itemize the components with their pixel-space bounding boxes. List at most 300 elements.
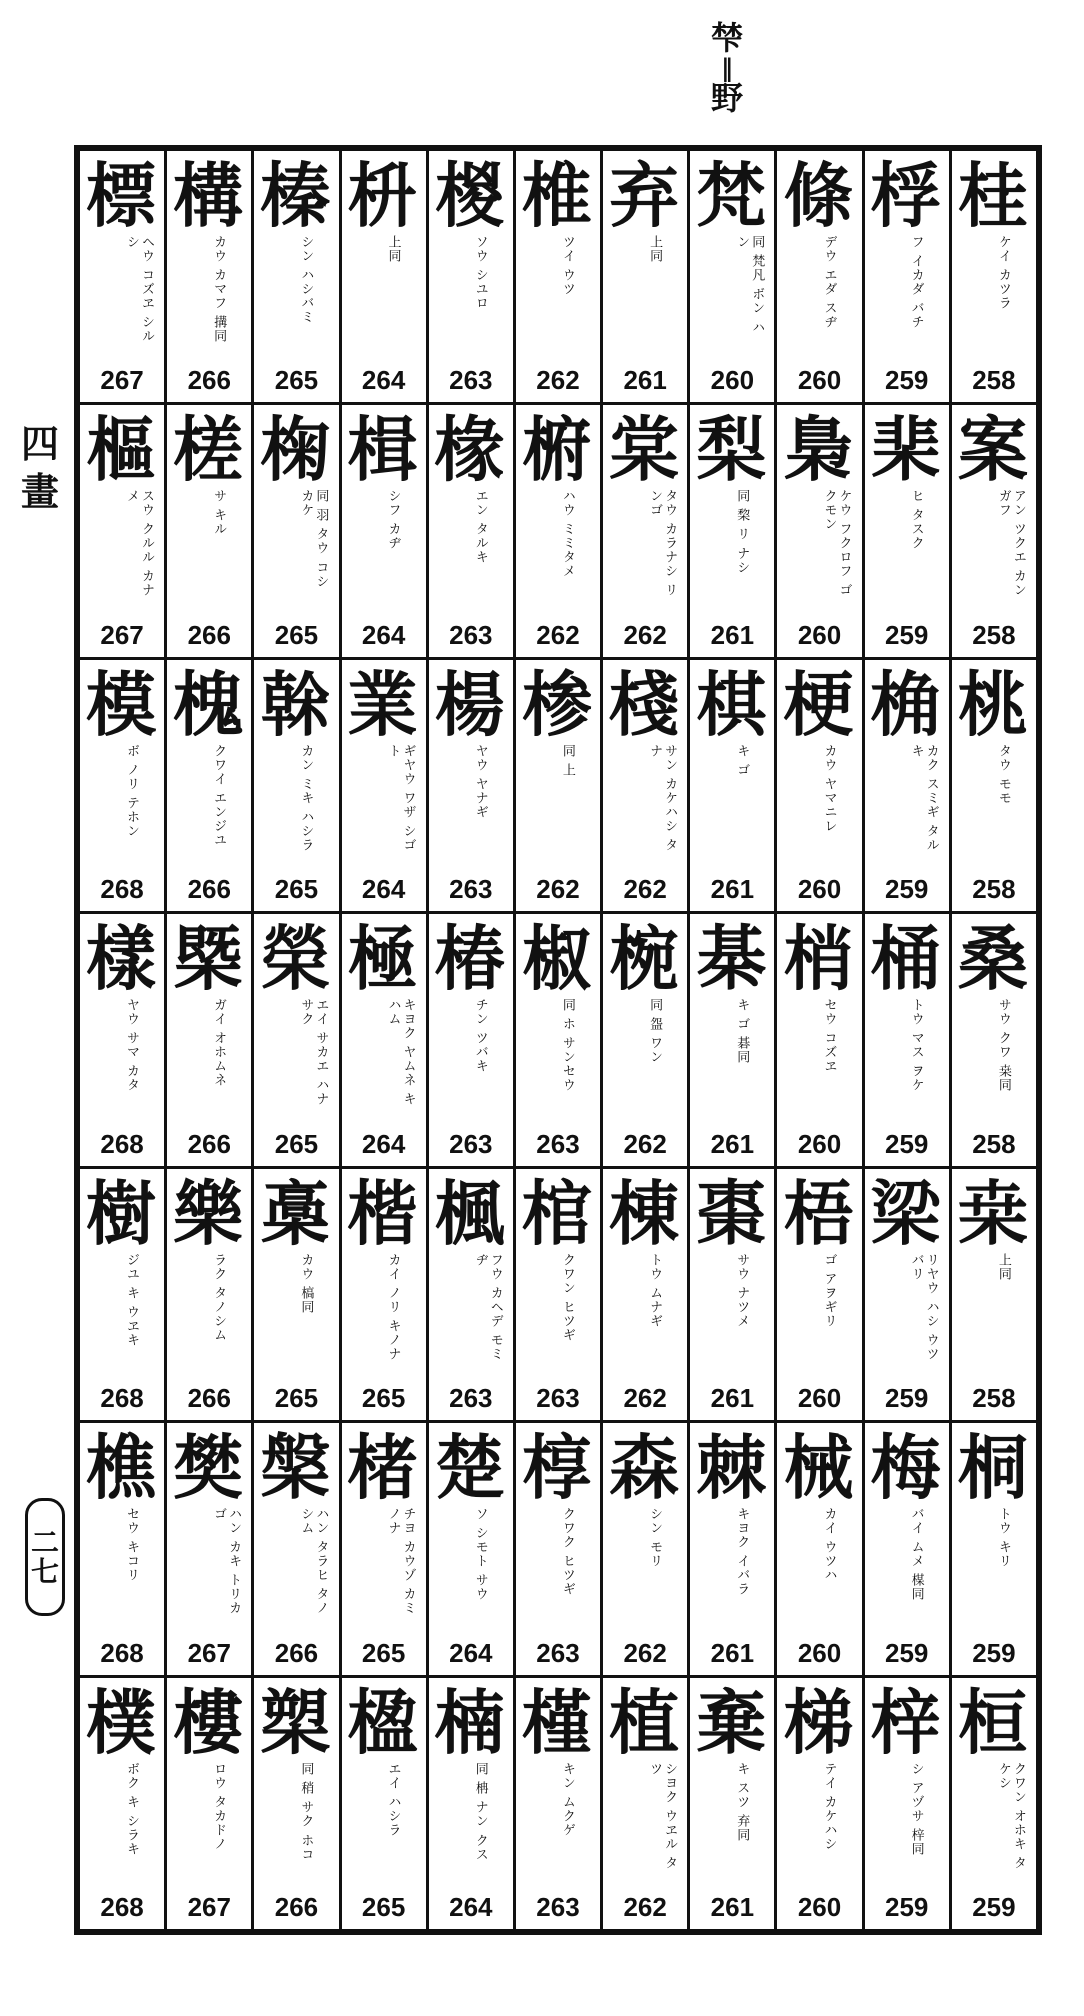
kanji-reading: エン タルキ [472,489,488,565]
kanji-entry [254,151,338,402]
kanji-character: 楠 [434,1681,505,1764]
kanji-reading: カク スミギ タルキ [908,743,939,853]
reference-number: 260 [797,1128,842,1159]
kanji-reading: 同 柟 ナン クス [472,1761,488,1861]
kanji-entry [429,660,513,911]
reference-number: 264 [361,365,406,396]
kanji-character: 樞 [86,409,156,492]
header-bottom-char: 野 [710,79,743,117]
kanji-entry [952,405,1036,656]
kanji-character: 楮 [347,1427,418,1510]
reference-number: 262 [623,1637,667,1668]
kanji-entry [952,914,1036,1165]
reference-number: 259 [885,1128,929,1159]
kanji-reading: サン カケハシ タナ [647,743,678,853]
reference-number: 266 [187,874,231,905]
kanji-entry [603,1678,687,1929]
kanji-entry [167,405,251,656]
kanji-entry [865,1423,949,1674]
kanji-character: 梗 [783,663,854,746]
kanji-character: 案 [957,409,1028,492]
reference-number: 262 [536,874,580,905]
kanji-reading: ジユ キ ウヱキ [124,1252,139,1347]
kanji-reading: バイ ムメ 楳同 [908,1507,924,1602]
kanji-character: 楓 [434,1172,505,1255]
kanji-entry [254,660,338,911]
kanji-entry [690,914,774,1165]
kanji-character: 棐 [870,409,941,492]
kanji-entry [429,151,513,402]
kanji-character: 樣 [86,918,156,1001]
kanji-entry [167,1678,251,1929]
kanji-character: 樂 [173,1172,244,1255]
kanji-entry [690,1169,774,1420]
page-number-char: 七 [30,1555,59,1588]
reference-number: 259 [885,1383,929,1414]
reference-number: 264 [449,1637,493,1668]
kanji-reading: トウ キリ [995,1507,1011,1569]
kanji-character: 棗 [696,1172,767,1255]
kanji-entry [777,1169,861,1420]
kanji-entry [777,660,861,911]
kanji-character: 椮 [521,663,592,746]
kanji-entry [952,1169,1036,1420]
kanji-reading: 上同 [385,235,401,263]
kanji-character: 桓 [957,1681,1028,1764]
stroke-count-label [18,420,62,515]
kanji-reading: クワン オホキ タケシ [995,1761,1026,1870]
reference-number: 266 [187,619,231,650]
kanji-reading: 同 羽 タウ コシカケ [298,489,329,589]
stroke-label-char: 四 [20,421,59,466]
reference-number: 259 [885,1637,929,1668]
kanji-reading: 同 棃 リ ナシ [734,489,750,575]
kanji-character: 椿 [434,918,505,1001]
reference-number: 260 [797,1892,842,1922]
kanji-character: 楚 [434,1427,505,1510]
kanji-character: 槀 [260,1172,331,1255]
kanji-reading: ロウ タカドノ [211,1761,227,1851]
reference-number: 258 [972,874,1016,905]
kanji-character: 標 [86,155,156,237]
kanji-character: 棠 [609,409,680,492]
kanji-reading: デウ エダ スヂ [821,235,837,330]
kanji-reading: シン モリ [647,1507,663,1569]
kanji-entry [865,1678,949,1929]
kanji-character: 梢 [783,918,854,1001]
kanji-entry [865,151,949,402]
kanji-character: 棋 [696,663,767,746]
kanji-reading: 同 稍 サク ホコ [298,1761,314,1861]
kanji-reading: エイ サカエ ハナサク [298,998,329,1107]
reference-number: 262 [536,365,580,396]
kanji-entry [690,405,774,656]
kanji-character: 桒 [957,1172,1028,1255]
kanji-reading: ケイ カツラ [995,235,1011,311]
kanji-character: 構 [173,155,244,237]
kanji-character: 植 [609,1681,680,1764]
kanji-reading: エイ ハシラ [385,1761,401,1837]
reference-number: 268 [100,1637,144,1668]
reference-number: 267 [187,1892,231,1922]
reference-number: 265 [274,1383,319,1414]
kanji-character: 椶 [434,155,505,237]
kanji-entry [254,1423,338,1674]
kanji-entry [342,1678,426,1929]
reference-number: 267 [187,1637,231,1668]
page-number-char: 二 [30,1525,59,1559]
kanji-reading: キヨク ヤムネ キハム [385,998,416,1107]
kanji-character: 榦 [260,663,331,746]
reference-number: 259 [885,365,929,396]
reference-number: 259 [972,1637,1016,1668]
kanji-entry [429,914,513,1165]
reference-number: 262 [536,619,580,650]
kanji-reading: 同 梵凡 ボン ハン [734,235,765,335]
reference-number: 265 [274,1128,319,1159]
kanji-reading: ハウ ミミタメ [559,489,575,579]
reference-number: 268 [100,874,144,905]
reference-number: 259 [885,1892,929,1922]
kanji-reading: チヨ カウゾ カミノナ [385,1507,416,1616]
kanji-character: 梧 [783,1172,854,1255]
kanji-entry [342,914,426,1165]
kanji-entry [342,405,426,656]
kanji-reading: カウ ヤマニレ [821,743,837,833]
kanji-character: 樊 [173,1427,244,1510]
kanji-entry [429,1678,513,1929]
header-top-char: 梺 [710,19,743,57]
kanji-reading: カン ミキ ハシラ [298,743,314,853]
reference-number: 262 [623,1383,667,1414]
kanji-reading: ソ シモト サウ [472,1507,488,1602]
kanji-reading: ボ ノリ テホン [124,743,139,839]
kanji-character: 楫 [347,409,418,492]
kanji-entry [952,660,1036,911]
kanji-entry [516,660,600,911]
reference-number: 262 [623,874,667,905]
kanji-reading: セウ コズヱ [821,998,837,1074]
kanji-entry [80,660,164,911]
kanji-reading: キ ゴ [734,743,750,777]
kanji-character: 梯 [783,1681,854,1764]
kanji-character: 樓 [173,1681,244,1764]
kanji-entry [603,914,687,1165]
kanji-entry [603,660,687,911]
kanji-reading: チン ツバキ [472,998,488,1074]
kanji-reading: クワン ヒツギ [559,1252,575,1342]
kanji-character: 棟 [609,1172,680,1255]
kanji-entry [80,1678,164,1929]
reference-number: 266 [187,1128,231,1159]
kanji-reading: アン ツクエ カンガフ [995,489,1026,598]
reference-number: 260 [710,365,755,396]
reference-number: 262 [623,1128,667,1159]
reference-number: 261 [710,619,755,650]
kanji-reading: キ ゴ 碁同 [734,998,750,1065]
kanji-entry [429,1423,513,1674]
kanji-character: 梵 [696,155,767,237]
reference-number: 268 [100,1383,144,1414]
kanji-reading: カウ カマフ 搆同 [211,235,227,344]
kanji-entry [603,405,687,656]
kanji-entry [690,660,774,911]
kanji-character: 椨 [521,409,592,492]
kanji-reading: ソウ シユロ [472,235,488,311]
kanji-entry [603,151,687,402]
reference-number: 258 [972,365,1016,396]
kanji-reading: ケウ フクロフ ゴクモン [821,489,852,598]
reference-number: 265 [274,874,319,905]
kanji-character: 械 [783,1427,854,1510]
kanji-character: 梟 [783,409,854,492]
kanji-reading: カイ ウツハ [821,1507,837,1583]
kanji-reading: セウ キコリ [124,1507,139,1583]
kanji-character: 桂 [957,155,1028,237]
kanji-character: 槐 [173,663,244,746]
kanji-character: 槊 [260,1681,331,1764]
kanji-reading: トウ ムナギ [647,1252,663,1328]
kanji-reading: ギヤウ ワザ シゴト [385,743,416,853]
kanji-reading: リヤウ ハシ ウツバリ [908,1252,939,1361]
kanji-entry [254,1678,338,1929]
reference-number: 261 [710,1637,755,1668]
kanji-reading: ヤウ サマ カタ [124,998,139,1093]
kanji-reading: カイ ノリ キノナ [385,1252,401,1361]
kanji-reading: 同 上 [559,743,575,777]
kanji-entry [777,151,861,402]
kanji-character: 桴 [870,155,941,237]
kanji-character: 椀 [609,918,680,1001]
kanji-character: 棺 [521,1172,592,1255]
kanji-reading: サ キル [211,489,227,537]
reference-number: 261 [710,874,755,905]
kanji-entry [603,1423,687,1674]
kanji-entry [516,405,600,656]
reference-number: 260 [797,619,842,650]
reference-number: 258 [972,619,1016,650]
kanji-entry [952,1678,1036,1929]
kanji-character: 極 [347,918,418,1001]
kanji-reading: クワク ヒツギ [559,1507,575,1597]
kanji-entry [516,1678,600,1929]
reference-number: 260 [797,1637,842,1668]
kanji-entry [865,1169,949,1420]
kanji-entry [952,151,1036,402]
reference-number: 267 [100,365,144,396]
kanji-entry [516,151,600,402]
kanji-reading: シ アヅサ 梓同 [908,1761,924,1856]
kanji-character: 樸 [86,1681,156,1764]
kanji-entry [342,151,426,402]
kanji-character: 槿 [521,1681,592,1764]
kanji-entry [254,914,338,1165]
kanji-character: 槃 [260,1427,331,1510]
kanji-reading: シン ハシバミ [298,235,314,325]
kanji-entry [342,1423,426,1674]
reference-number: 268 [100,1128,144,1159]
kanji-reading: ゴ アヲギリ [821,1252,837,1328]
kanji-reading: キ スツ 弃同 [734,1761,750,1842]
reference-number: 267 [100,619,144,650]
kanji-entry [865,660,949,911]
kanji-reading: ツイ ウツ [559,235,575,297]
kanji-character: 桃 [957,663,1028,746]
kanji-entry [342,1169,426,1420]
kanji-reading: クワイ エンジユ [211,743,227,847]
kanji-character: 樵 [86,1427,156,1510]
reference-number: 263 [536,1892,580,1922]
reference-number: 263 [536,1637,580,1668]
kanji-character: 梨 [696,409,767,492]
kanji-character: 模 [86,663,156,746]
kanji-character: 棧 [609,663,680,746]
kanji-character: 桷 [870,663,941,746]
kanji-reading: ボク キ シラキ [124,1761,139,1856]
reference-number: 266 [187,365,231,396]
kanji-entry [516,1423,600,1674]
kanji-reading: シヨク ウヱル タツ [647,1761,678,1870]
kanji-reading: ヒ タスク [908,489,924,551]
kanji-entry [516,1169,600,1420]
kanji-reading: ハン カキ トリカゴ [211,1507,242,1616]
reference-number: 259 [885,619,929,650]
kanji-entry [777,914,861,1165]
reference-number: 265 [361,1637,406,1668]
kanji-character: 枡 [347,155,418,237]
kanji-entry [80,405,164,656]
reference-number: 263 [449,619,493,650]
reference-number: 264 [361,619,406,650]
kanji-character: 椽 [434,409,505,492]
kanji-reading: フ イカダ バチ [908,235,924,330]
kanji-character: 椒 [521,918,592,1001]
reference-number: 259 [885,874,929,905]
kanji-entry [167,1423,251,1674]
kanji-reading: フウ カヘデ モミヂ [472,1252,503,1361]
kanji-entry [254,405,338,656]
kanji-character: 條 [783,155,854,237]
kanji-entry [167,151,251,402]
reference-number: 265 [274,365,319,396]
reference-number: 265 [361,1892,406,1922]
kanji-reading: タウ モモ [995,743,1011,805]
page-number [25,1498,65,1616]
reference-number: 268 [100,1892,144,1922]
kanji-character: 椁 [521,1427,592,1510]
kanji-reading: ハン タラヒ タノシム [298,1507,329,1616]
reference-number: 264 [361,1128,406,1159]
kanji-entry [80,1169,164,1420]
reference-number: 261 [623,365,667,396]
kanji-reading: トウ マス ヲケ [908,998,924,1093]
kanji-character: 棊 [696,918,767,1001]
reference-number: 266 [187,1383,231,1414]
reference-number: 260 [797,365,842,396]
reference-number: 264 [361,874,406,905]
kanji-entry [690,1678,774,1929]
kanji-entry [777,405,861,656]
kanji-reading: カウ 槁同 [298,1252,314,1314]
reference-number: 263 [449,1128,493,1159]
kanji-character: 桑 [957,918,1028,1001]
kanji-character: 梅 [870,1427,941,1510]
kanji-reading: サウ クワ 桒同 [995,998,1011,1093]
reference-number: 263 [536,1128,580,1159]
reference-number: 262 [623,619,667,650]
reference-number: 262 [623,1892,667,1922]
reference-number: 260 [797,1383,842,1414]
kanji-character: 棘 [696,1427,767,1510]
kanji-character: 樹 [86,1172,156,1255]
kanji-reading: スウ クルル カナメ [124,489,154,598]
kanji-entry [516,914,600,1165]
kanji-character: 槩 [173,918,244,1001]
kanji-character: 榛 [260,155,331,237]
kanji-reading: ヘウ コズヱ シルシ [124,235,154,344]
kanji-entry [690,1423,774,1674]
kanji-character: 楷 [347,1172,418,1255]
kanji-character: 椈 [260,409,331,492]
kanji-entry [952,1423,1036,1674]
reference-number: 263 [536,1383,580,1414]
kanji-entry [167,1169,251,1420]
kanji-character: 桐 [957,1427,1028,1510]
kanji-character: 槎 [173,409,244,492]
kanji-character: 棄 [696,1681,767,1764]
kanji-entry [865,405,949,656]
kanji-character: 楹 [347,1681,418,1764]
kanji-table [74,145,1042,1935]
reference-number: 261 [710,1892,755,1922]
kanji-character: 椎 [521,155,592,237]
kanji-entry [80,151,164,402]
kanji-entry [80,1423,164,1674]
kanji-entry [777,1678,861,1929]
kanji-character: 梁 [870,1172,941,1255]
header-separator: ‖ [721,53,733,82]
kanji-character: 弃 [609,155,680,237]
page-header [702,19,752,117]
reference-number: 261 [710,1128,755,1159]
kanji-reading: ヤウ ヤナギ [472,743,488,819]
kanji-entry [603,1169,687,1420]
kanji-reading: シフ カヂ [385,489,401,551]
kanji-entry [865,914,949,1165]
kanji-reading: ラク タノシム [211,1252,227,1342]
reference-number: 258 [972,1383,1016,1414]
kanji-character: 業 [347,663,418,746]
reference-number: 265 [274,619,319,650]
reference-number: 265 [361,1383,406,1414]
reference-number: 263 [449,874,493,905]
kanji-reading: テイ カケハシ [821,1761,837,1851]
reference-number: 266 [274,1637,319,1668]
reference-number: 260 [797,874,842,905]
kanji-entry [80,914,164,1165]
kanji-reading: キヨク イバラ [734,1507,750,1597]
kanji-entry [429,1169,513,1420]
reference-number: 264 [449,1892,493,1922]
reference-number: 261 [710,1383,755,1414]
reference-number: 266 [274,1892,319,1922]
kanji-character: 楊 [434,663,505,746]
kanji-character: 森 [609,1427,680,1510]
kanji-reading: 同 ホ サンセウ [559,998,575,1093]
kanji-reading: ガイ オホムネ [211,998,227,1088]
reference-number: 258 [972,1128,1016,1159]
kanji-entry [777,1423,861,1674]
